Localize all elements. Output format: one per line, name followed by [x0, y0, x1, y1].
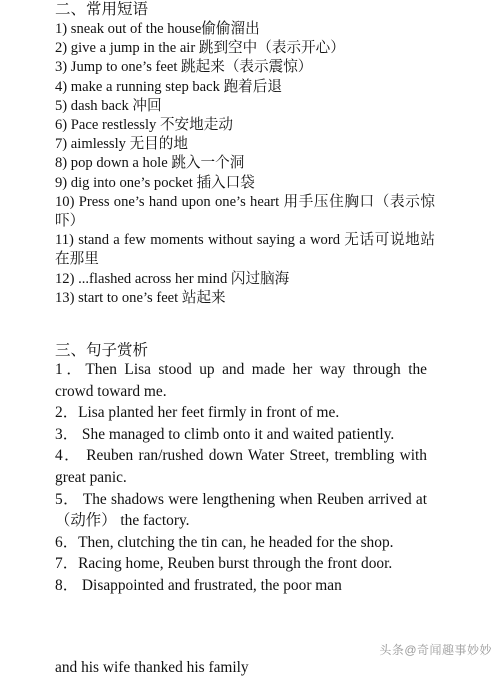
- phrase-item: 10) Press one’s hand upon one’s heart 用手压住胸口（表示惊吓）: [55, 193, 435, 230]
- sentence-item: 8． Disappointed and frustrated, the poor man: [55, 576, 342, 594]
- phrase-item: 9) dig into one’s pocket 插入口袋: [55, 174, 255, 191]
- sentence-item: 2．Lisa planted her feet firmly in front of me.: [55, 404, 340, 422]
- sentence-item: 1．Then Lisa stood up and made her way through the crowd toward me.: [55, 361, 427, 400]
- sentence-item: 3． She managed to climb onto it and waited patiently.: [55, 425, 395, 443]
- phrase-item: 12) ...flashed across her mind 闪过脑海: [55, 270, 290, 287]
- phrase-item: 13) start to one’s feet 站起来: [55, 289, 226, 306]
- sentence-list: [55, 359, 427, 597]
- section3-heading: 三、句子赏析: [55, 342, 149, 359]
- cut-off-line: [55, 657, 427, 676]
- phrase-item: 5) dash back 冲回: [55, 97, 162, 114]
- phrase-item: 7) aimlessly 无目的地: [55, 136, 188, 153]
- phrase-item: 3) Jump to one’s feet 跳起来（表示震惊）: [55, 59, 313, 76]
- phrase-item: 2) give a jump in the air 跳到空中（表示开心）: [55, 40, 345, 57]
- phrase-item: 1) sneak out of the house偷偷溜出: [55, 21, 260, 37]
- sentence-item: 6．Then, clutching the tin can, he headed for the shop.: [55, 533, 394, 551]
- sentence-item: 7．Racing home, Reuben burst through the front door.: [55, 555, 393, 573]
- phrase-item: 6) Pace restlessly 不安地走动: [55, 117, 233, 134]
- sentence-item: 4． Reuben ran/rushed down Water Street, trembling with great panic.: [55, 447, 427, 486]
- phrase-list: [55, 20, 435, 308]
- cut-off-text: and his wife thanked his family: [55, 659, 249, 676]
- section2-heading: 二、常用短语: [55, 1, 149, 18]
- watermark: 头条@奇闻趣事妙妙: [379, 643, 492, 657]
- sentence-item: 5． The shadows were lengthening when Reuben arrived at（动作） the factory.: [55, 490, 427, 530]
- phrase-item: 8) pop down a hole 跳入一个洞: [55, 155, 245, 172]
- phrase-item: 4) make a running step back 跑着后退: [55, 78, 282, 95]
- phrase-item: 11) stand a few moments without saying a word 无话可说地站在那里: [55, 232, 435, 268]
